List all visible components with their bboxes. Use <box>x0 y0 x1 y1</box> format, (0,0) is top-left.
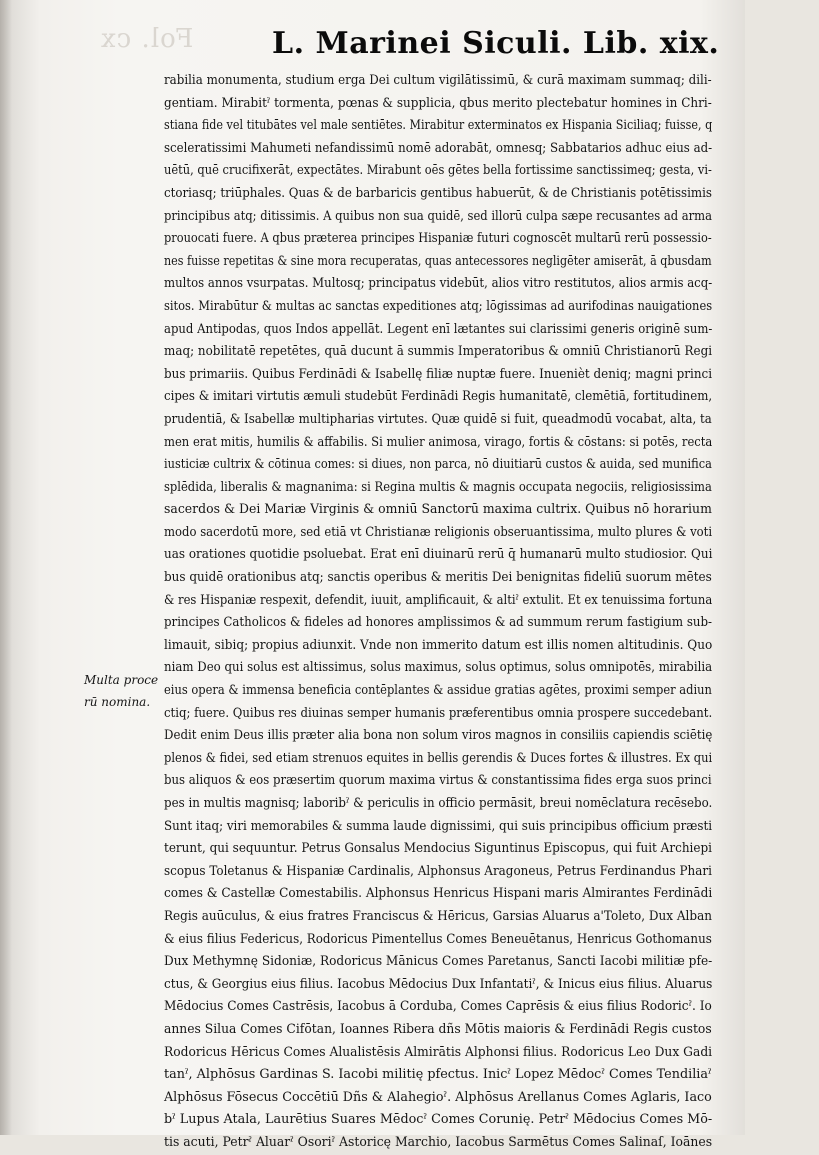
text-line: principes Catholicos & fideles ad honores amplissimos & ad summum rerum fastigium sub- <box>164 615 713 631</box>
text-line: & res Hispaniæ respexit, defendit, iuuit, amplificauit, & altiˀ extulit. Et ex tenuissima fortuna <box>164 592 713 608</box>
text-line: tanˀ, Alphōsus Gardinas S. Iacobi militię pfectus. Inicˀ Lopez Mēdocˀ Comes Tendiliaˀ <box>164 1067 712 1083</box>
text-line: nes fuisse repetitas & sine mora recuperatas, quas antecessores negligēter amiserāt, ā qbusdam <box>164 253 712 269</box>
text-line: cipes & imitari virtutis æmuli studebūt Ferdinādi Regis humanitatē, clemētiā, fortitudinem, <box>164 389 713 405</box>
text-line: Dux Methymnę Sidoniæ, Rodoricus Mānicus Comes Paretanus, Sancti Iacobi militiæ pfe- <box>164 954 713 970</box>
text-line: plenos & fidei, sed etiam strenuos equites in bellis gerendis & Duces fortes & illustres. Ex qui <box>164 750 713 766</box>
text-line: Dedit enim Deus illis præter alia bona non solum viros magnos in consiliis capiendis sciētię <box>164 728 713 744</box>
text-line: uas orationes quotidie psoluebat. Erat enī diuinarū rerū q̄ humanarū multo studiosior. Qui <box>164 547 713 563</box>
text-line: Alphōsus Fōsecus Coccētiū Dñs & Alahegioˀ. Alphōsus Arellanus Comes Aglaris, Iaco <box>164 1089 712 1105</box>
text-line: annes Silua Comes Cifōtan, Ioannes Ribera dñs Mōtis maioris & Ferdinādi Regis custos <box>164 1021 712 1037</box>
text-line: Mēdocius Comes Castrēsis, Iacobus ā Corduba, Comes Caprēsis & eius filius Rodoricˀ. Io <box>164 999 712 1015</box>
text-line: rabilia monumenta, studium erga Dei cultum vigilātissimū, & curā maximam summaq; dili- <box>164 73 712 88</box>
text-line: ctoriasq; triūphales. Quas & de barbaricis gentibus habuerūt, & de Christianis potētissimis <box>164 185 712 201</box>
text-line: prudentiā, & Isabellæ multipharias virtutes. Quæ quidē si fuit, queadmodū vocabat, alta, ta <box>164 411 712 427</box>
text-line: iusticiæ cultrix & cōtinua comes: si diues, non parca, nō diuitiarū custos & auida, sed munifica <box>164 457 712 473</box>
text-line: Rodoricus Hēricus Comes Alualistēsis Almirātis Alphonsi filius. Rodoricus Leo Dux Gadi <box>164 1044 713 1060</box>
text-line: comes & Castellæ Comestabilis. Alphonsus Henricus Hispani maris Almirantes Ferdinādi <box>164 886 713 902</box>
text-line: sacerdos & Dei Mariæ Virginis & omniū Sanctorū maxima cultrix. Quibus nō horarium <box>164 502 712 518</box>
text-line: eius opera & immensa beneficia contēplantes & assidue gratias agētes, proximi semper adiun <box>164 683 712 699</box>
body-text <box>164 70 712 1155</box>
text-line: multos annos vsurpatas. Multosq; principatus videbūt, alios vitro restitutos, alios armis acq- <box>164 276 713 292</box>
show-through-text: Fol. cx <box>100 24 194 54</box>
text-line: bus aliquos & eos præsertim quorum maxima virtus & constantissima fides erga suos princi <box>164 773 712 789</box>
text-line: & eius filius Federicus, Rodoricus Pimentellus Comes Beneuētanus, Henricus Gothomanus <box>164 931 712 947</box>
text-line: modo sacerdotū more, sed etiā vt Christianæ religionis obseruantissima, multo plures & voti <box>164 524 713 540</box>
text-line: tis acuti, Petrˀ Aluarˀ Osoriˀ Astoricę Marchio, Iacobus Sarmētus Comes Salinaſ, Ioānes <box>164 1134 713 1150</box>
text-line: principibus atq; ditissimis. A quibus non sua quidē, sed illorū culpa sæpe recusantes ad arma <box>164 208 713 224</box>
text-line: prouocati fuere. A qbus præterea principes Hispaniæ futuri cognoscēt multarū rerū possessio- <box>164 231 712 247</box>
text-line: terunt, qui sequuntur. Petrus Gonsalus Mendocius Siguntinus Episcopus, qui fuit Archiepi <box>164 841 713 857</box>
text-line: bus primariis. Quibus Ferdinādi & Isabellę filiæ nuptæ fuere. Inuenièt deniq; magni princi <box>164 366 713 382</box>
marginal-note <box>84 669 164 713</box>
text-line: maq; nobilitatē repetētes, quā ducunt ā summis Imperatoribus & omniū Christianorū Regi <box>164 344 713 360</box>
text-line: scopus Toletanus & Hispaniæ Cardinalis, Alphonsus Aragoneus, Petrus Ferdinandus Phari <box>164 863 712 879</box>
text-line: bˀ Lupus Atala, Laurētius Suares Mēdocˀ Comes Corunię. Petrˀ Mēdocius Comes Mō- <box>164 1112 713 1128</box>
text-line: apud Antipodas, quos Indos appellāt. Legent enī lætantes sui clarissimi generis originē sum- <box>164 321 713 337</box>
text-line: sceleratissimi Mahumeti nefandissimū nomē adorabāt, omnesq; Sabbatarios adhuc eius ad- <box>164 140 713 156</box>
text-line: stiana fide vel titubātes vel male sentiētes. Mirabitur exterminatos ex Hispania Siciliaq; fuisse, q <box>164 118 713 134</box>
text-line: gentiam. Mirabitˀ tormenta, pœnas & supplicia, qbus merito plectebatur homines in Chri- <box>164 95 712 111</box>
text-line: uētū, quē crucifixerāt, expectātes. Mirabunt oēs gētes bella fortissime sanctissimeq; gesta, vi- <box>164 163 712 179</box>
text-line: men erat mitis, humilis & affabilis. Si mulier animosa, virago, fortis & cōstans: si potēs, recta <box>164 434 713 450</box>
text-line: limauit, sibiq; propius adiunxit. Vnde non immerito datum est illis nomen altitudinis. Quo <box>164 637 713 653</box>
text-line: niam Deo qui solus est altissimus, solus maximus, solus optimus, solus omnipotēs, mirabilia <box>164 660 713 676</box>
text-line: ctus, & Georgius eius filius. Iacobus Mēdocius Dux Infantatiˀ, & Inicus eius filius. Aluarus <box>164 976 713 992</box>
binding-shadow <box>0 0 12 1135</box>
marginal-note-line: rū nomina. <box>84 695 151 709</box>
text-line: Regis auūculus, & eius fratres Franciscus & Hēricus, Garsias Aluarus a'Toleto, Dux Alban <box>164 908 712 924</box>
running-header: L. Marinei Siculi. Lib. xix. <box>272 26 720 61</box>
text-line: ctiq; fuere. Quibus res diuinas semper humanis præferentibus omnia prospere succedebant. <box>164 705 713 721</box>
text-line: pes in multis magnisq; laboribˀ & periculis in officio permāsit, breui nomēclatura recēsebo. <box>164 796 713 811</box>
marginal-note-line: Multa proce <box>84 673 159 687</box>
text-line: bus quidē orationibus atq; sanctis operibus & meritis Dei benignitas fideliū suorum mētes <box>164 570 712 586</box>
text-line: splēdida, liberalis & magnanima: si Regina multis & magnis occupata negociis, religiosissima <box>164 479 712 495</box>
text-line: sitos. Mirabūtur & multas ac sanctas expeditiones atq; lōgissimas ad aurifodinas nauigationes <box>164 298 713 314</box>
text-line: Sunt itaq; viri memorabiles & summa laude dignissimi, qui suis principibus officium præsti <box>164 818 713 834</box>
